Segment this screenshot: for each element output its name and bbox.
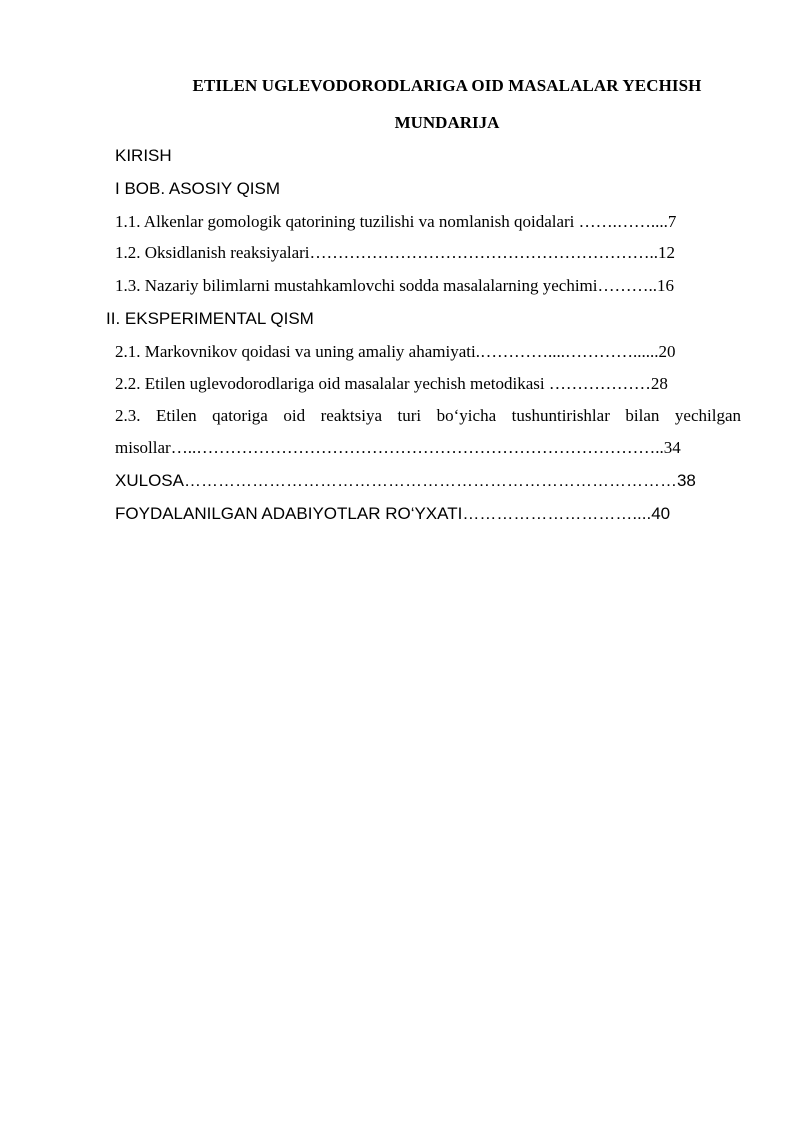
toc-entry-2-2: 2.2. Etilen uglevodorodlariga oid masalalar yechish metodikasi ………………28: [115, 374, 668, 393]
toc-chapter-1: I BOB. ASOSIY QISM: [115, 179, 281, 198]
toc-entry-kirish: KIRISH: [115, 146, 172, 165]
toc-entry-2-3-line-1: 2.3. Etilen qatoriga oid reaktsiya turi bo‘yicha tushuntirishlar bilan yechilgan: [115, 406, 741, 425]
toc-entry-1-2: 1.2. Oksidlanish reaksiyalari……………………………………………………..12: [115, 243, 676, 262]
toc-entry-xulosa: XULOSA……………………………………………………………………………38: [115, 471, 696, 490]
toc-entry-2-1: 2.1. Markovnikov qoidasi va uning amaliy ahamiyati.…………....…………......20: [115, 342, 676, 361]
toc-chapter-2: II. EKSPERIMENTAL QISM: [106, 309, 314, 328]
toc-entry-1-1: 1.1. Alkenlar gomologik qatorining tuzilishi va nomlanish qoidalari …….……....7: [115, 212, 677, 231]
contents-heading: MUNDARIJA: [394, 113, 500, 132]
toc-entry-2-3-line-2: misollar…..………………………………………………………………………..34: [115, 438, 681, 457]
toc-entry-1-3: 1.3. Nazariy bilimlarni mustahkamlovchi sodda masalalarning yechimi………..16: [115, 276, 674, 295]
toc-entry-adabiyotlar: FOYDALANILGAN ADABIYOTLAR RO‘YXATI…………………………....40: [115, 504, 671, 523]
document-title: ETILEN UGLEVODORODLARIGA OID MASALALAR YECHISH: [192, 76, 702, 95]
